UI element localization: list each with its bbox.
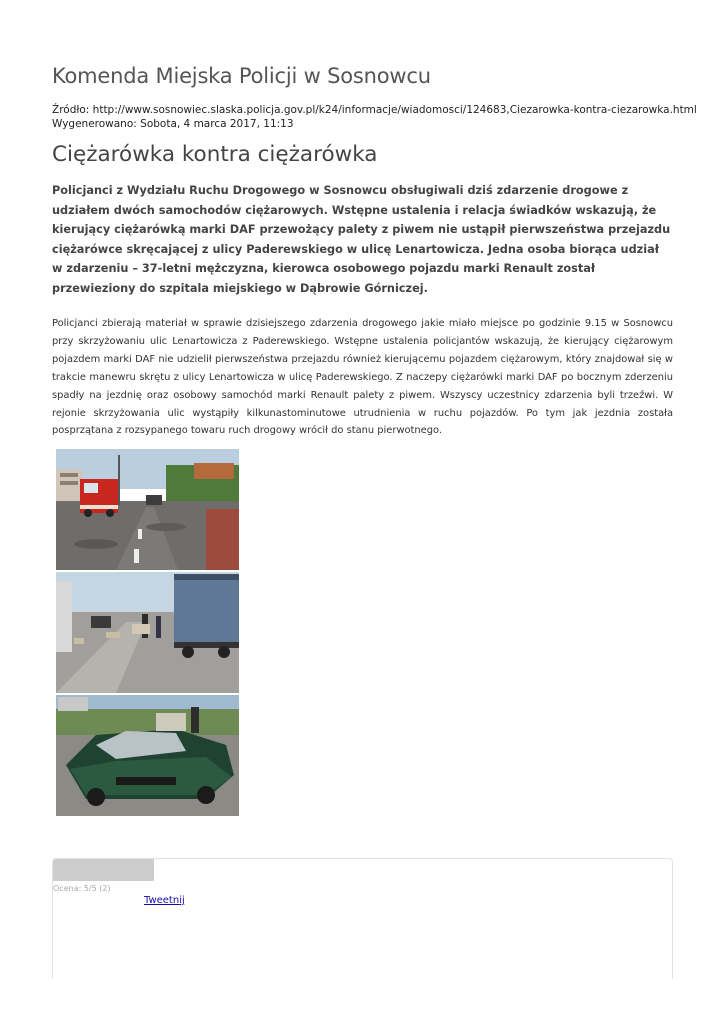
article-title: Ciężarówka kontra ciężarówka (52, 142, 378, 167)
generated-label: Wygenerowano: (52, 118, 137, 130)
site-title: Komenda Miejska Policji w Sosnowcu (52, 64, 431, 88)
accident-photo-2 (56, 572, 239, 693)
rating-text: Ocena: 5/5 (2) (53, 884, 111, 893)
generated-line (52, 117, 697, 131)
tweet-link[interactable]: Tweetnij (144, 895, 185, 906)
source-label: Źródło: (52, 104, 90, 116)
source-url: http://www.sosnowiec.slaska.policja.gov.pl/k24/informacje/wiadomosci/124683,Ciezarowka-kontra-ciezarowka.html (92, 104, 697, 116)
article-lead: Policjanci z Wydziału Ruchu Drogowego w Sosnowcu obsługiwali dziś zdarzenie drogowe z udziałem dwóch samochodów ciężarowych. Wstępne ustalenia i relacja świadków wskazują, że kierujący ciężarówką marki DAF przewożący palety z piwem nie ustąpił pierwszeństwa przejazdu ciężarówce skręcającej z ulicy Paderewskiego w ulicę Lenartowicza. Jedna osoba biorąca udział w zdarzeniu – 37-letni mężczyzna, kierowca osobowego pojazdu marki Renault został przewieziony do szpitala miejskiego w Dąbrowie Górniczej. (52, 184, 671, 295)
generated-value: Sobota, 4 marca 2017, 11:13 (140, 118, 294, 130)
rating-stars-bar[interactable] (53, 859, 154, 881)
document-meta (52, 103, 697, 131)
accident-photo-3 (56, 695, 239, 816)
source-line (52, 103, 697, 117)
article-body: Policjanci zbierają materiał w sprawie dzisiejszego zdarzenia drogowego jakie miało miejsce po godzinie 9.15 w Sosnowcu przy skrzyżowaniu ulic Lenartowicza z Paderewskiego. Wstępne ustalenia policjantów wskazują, że kierujący ciężarowym pojazdem marki DAF nie udzielił pierwszeństwa przejazdu również kierującemu pojazdem ciężarowym, który znajdował się w trakcie manewru skrętu z ulicy Lenartowicza w ulicę Paderewskiego. Z naczepy ciężarówki marki DAF po bocznym zderzeniu spadły na jezdnię oraz osobowy samochód marki Renault palety z piwem. Wszyscy uczestnicy zdarzenia byli trzeźwi. W rejonie skrzyżowania ulic wystąpiły kilkunastominutowe utrudnienia w ruchu pojazdów. Po tym jak jezdnia została posprzątana z rozsypanego towaru ruch drogowy wrócił do stanu pierwotnego. (52, 318, 673, 437)
rating-panel (52, 858, 673, 979)
accident-photo-1 (56, 449, 239, 570)
